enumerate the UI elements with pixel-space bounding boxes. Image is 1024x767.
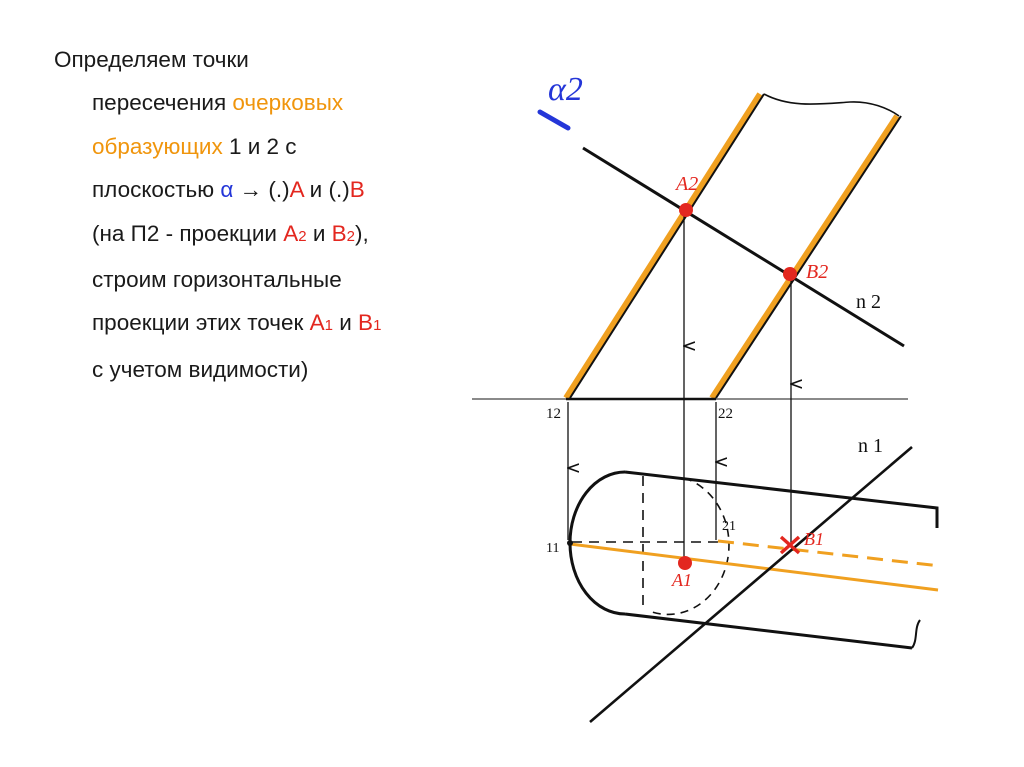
text-fragment: и xyxy=(306,220,332,246)
cylinder-left-cap xyxy=(570,472,625,614)
point-1-2-text: 12 xyxy=(546,406,561,422)
n1-text: n 1 xyxy=(858,435,883,457)
text-fragment: и xyxy=(332,310,359,336)
point-index: 2 xyxy=(346,227,356,245)
text-line-1-content: Определяем точки xyxy=(54,47,249,72)
b1-label xyxy=(804,529,824,549)
outline-generatrix-1-edge xyxy=(570,94,764,398)
point-letter: A xyxy=(309,310,325,336)
alpha2-label xyxy=(548,71,583,108)
point-2-1-label xyxy=(722,519,736,534)
text-outline-word: очерковых xyxy=(232,90,344,116)
a1-label xyxy=(671,570,692,590)
cylinder-break-line xyxy=(764,94,899,116)
outline-generatrix-2-edge xyxy=(716,116,901,398)
plane-trace-mark xyxy=(540,112,568,128)
point-1-2-label xyxy=(546,406,561,422)
point-letter: B xyxy=(331,220,347,246)
text-fragment: (на П2 - проекции xyxy=(92,220,284,246)
text-line-8-content: с учетом видимости) xyxy=(92,356,309,382)
section-dashed-curve xyxy=(652,478,729,614)
cylinder-right-break xyxy=(912,620,920,648)
point-2-1-text: 21 xyxy=(722,519,736,534)
point-index: 1 xyxy=(324,317,333,335)
text-fragment: пересечения xyxy=(92,90,233,116)
point-letter: A xyxy=(283,220,299,246)
hidden-generatrix xyxy=(718,541,940,566)
text-fragment: 1 и 2 с xyxy=(222,133,297,159)
n1-label xyxy=(858,435,883,457)
point-a2-marker xyxy=(679,203,693,217)
b2-label xyxy=(806,261,828,283)
a2-text: A2 xyxy=(676,173,699,195)
point-index: 2 xyxy=(298,227,307,245)
point-b-label: B xyxy=(349,177,365,203)
point-a1-marker xyxy=(678,556,692,570)
point-1-1-dot xyxy=(567,540,573,546)
b1-text: B1 xyxy=(804,529,824,549)
text-fragment: ), xyxy=(355,220,369,246)
point-b2-marker xyxy=(783,267,797,281)
text-fragment: → (.) xyxy=(233,177,290,203)
n2-label xyxy=(856,291,881,313)
plane-line-n1 xyxy=(590,447,912,722)
point-letter: B xyxy=(358,310,374,336)
alpha-symbol: α xyxy=(220,177,234,203)
point-2-2-text: 22 xyxy=(718,406,733,422)
point-a-label: A xyxy=(289,177,304,203)
text-fragment: и (.) xyxy=(303,177,350,203)
point-index: 1 xyxy=(373,317,382,335)
b2-text: B2 xyxy=(806,261,829,283)
outline-generatrix-1-front xyxy=(566,94,760,398)
point-1-1-text: 11 xyxy=(546,541,560,556)
cylinder-bottom-outline xyxy=(625,614,912,648)
outline-generatrix-2-front xyxy=(712,116,897,398)
text-generatrix-word: образующих xyxy=(92,133,223,159)
point-2-2-label xyxy=(718,406,733,422)
text-fragment: плоскостью xyxy=(92,177,221,203)
text-line-6-content: строим горизонтальные xyxy=(92,267,342,293)
a2-label xyxy=(674,173,698,195)
n2-text: n 2 xyxy=(856,291,881,313)
a1-text: A1 xyxy=(672,570,692,590)
alpha2-text: α2 xyxy=(548,71,583,108)
text-fragment: проекции этих точек xyxy=(92,310,310,336)
cylinder-top-outline xyxy=(625,472,937,528)
point-1-1-label xyxy=(546,541,559,556)
